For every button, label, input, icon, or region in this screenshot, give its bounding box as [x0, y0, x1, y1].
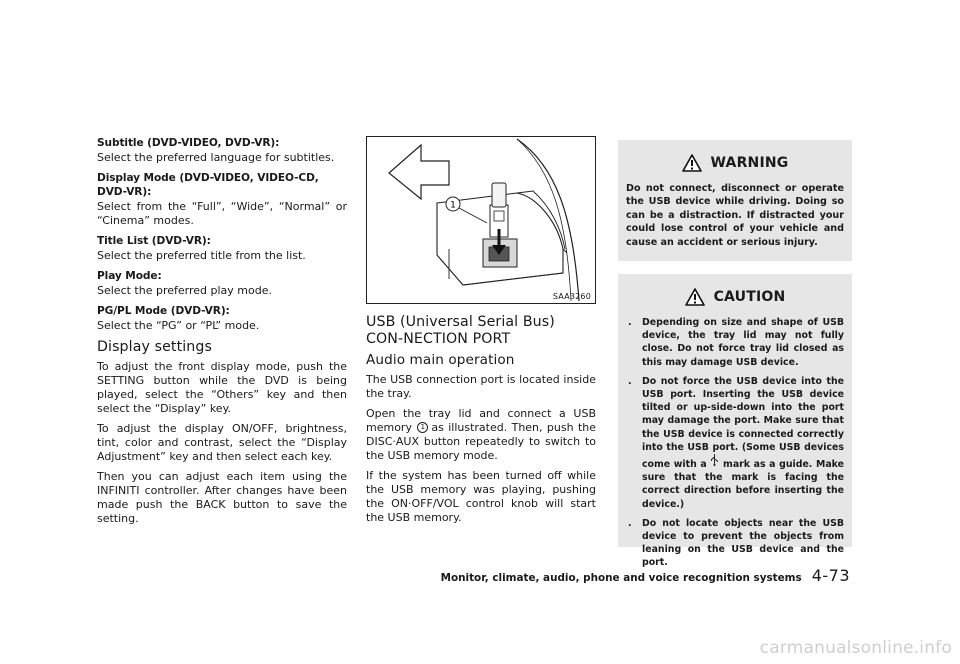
display-mode-heading: Display Mode (DVD-VIDEO, VIDEO-CD, DVD-VR): [97, 172, 319, 198]
subtitle-text: Select the preferred language for subtitles. [97, 151, 335, 164]
play-mode-heading: Play Mode: [97, 270, 162, 282]
usb-port-illustration [366, 136, 596, 304]
usb-symbol-icon [710, 454, 719, 466]
display-mode-text: Select from the “Full”, “Wide”, “Normal” or “Cinema” modes. [97, 200, 347, 227]
watermark: carmanualsonline.info [759, 638, 952, 658]
caution-header [626, 288, 844, 306]
caution-title: CAUTION [713, 289, 786, 305]
warning-title: WARNING [710, 155, 789, 171]
page-number: 4-73 [811, 566, 850, 585]
display-settings-paragraph-3: Then you can adjust each item using the INFINITI controller. After changes have been made push the BACK button to save the setting. [97, 470, 347, 525]
usb-tray-drawing [367, 137, 595, 303]
subtitle-heading: Subtitle (DVD-VIDEO, DVD-VR): [97, 137, 280, 149]
pgpl-mode-text: Select the “PG” or “PL” mode. [97, 319, 260, 332]
figure-code: SAA3260 [552, 292, 591, 301]
warning-text: Do not connect, disconnect or operate the USB device while driving. Doing so can be a distraction. If distracted your could lose control of your vehicle and cause an accident or serious injury. [626, 183, 844, 248]
caution-item: . Do not locate objects near the USB device to prevent the objects from leaning on the USB device and the port. [628, 517, 844, 569]
title-list-heading: Title List (DVD-VR): [97, 235, 211, 247]
section-title: Monitor, climate, audio, phone and voice recognition systems [440, 572, 802, 584]
caution-box [618, 274, 852, 569]
audio-main-operation-heading: Audio main operation [366, 352, 515, 368]
usb-port-heading: USB (Universal Serial Bus) CON-NECTION PORT [366, 314, 555, 347]
caution-item: . Depending on size and shape of USB device, the tray lid may not fully close. Do not force tray lid closed as this may damage USB device. [628, 317, 844, 368]
right-column [618, 136, 852, 569]
display-settings-heading: Display settings [97, 339, 212, 355]
play-mode-text: Select the preferred play mode. [97, 284, 272, 297]
caution-triangle-icon [685, 288, 705, 306]
front-arrow-icon [389, 145, 449, 199]
figure-callout-1: 1 [450, 200, 456, 211]
caution-list [626, 316, 844, 570]
left-column [97, 136, 347, 532]
usb-paragraph-2-start: Open the tray lid and connect a USB memory [366, 407, 596, 434]
display-settings-paragraph-1: To adjust the front display mode, push the SETTING button while the DVD is being played, select the “Others” key and then select the “Display” key. [97, 360, 347, 415]
pgpl-mode-heading: PG/PL Mode (DVD-VR): [97, 305, 230, 317]
usb-paragraph-2 [366, 407, 596, 463]
usb-paragraph-1: The USB connection port is located inside the tray. [366, 373, 596, 400]
title-list-text: Select the preferred title from the list. [97, 249, 306, 262]
warning-triangle-icon [682, 154, 702, 172]
middle-column [366, 136, 596, 531]
page-footer [441, 566, 850, 585]
caution-item: . Do not force the USB device into the USB port. Inserting the USB device tilted or up-side-down into the port may damage the port. Make sure that the USB device is connected correctly into the USB port. (Some USB devices come with a mark as a guide. Make sure that the mark is facing the correct direction before inserting the device.) [628, 375, 845, 510]
callout-1-icon: 1 [417, 422, 428, 433]
usb-paragraph-3: If the system has been turned off while the USB memory was playing, pushing the ON·OFF/VOL control knob will start the USB memory. [366, 469, 596, 524]
display-settings-paragraph-2: To adjust the display ON/OFF, brightness, tint, color and contrast, select the “Display Adjustment” key and then select each key. [97, 422, 347, 463]
warning-header [626, 154, 844, 172]
usb-paragraph-2-end: as illustrated. Then, push the DISC·AUX button repeatedly to switch to the USB memory mode. [366, 421, 596, 462]
warning-box [618, 140, 852, 261]
